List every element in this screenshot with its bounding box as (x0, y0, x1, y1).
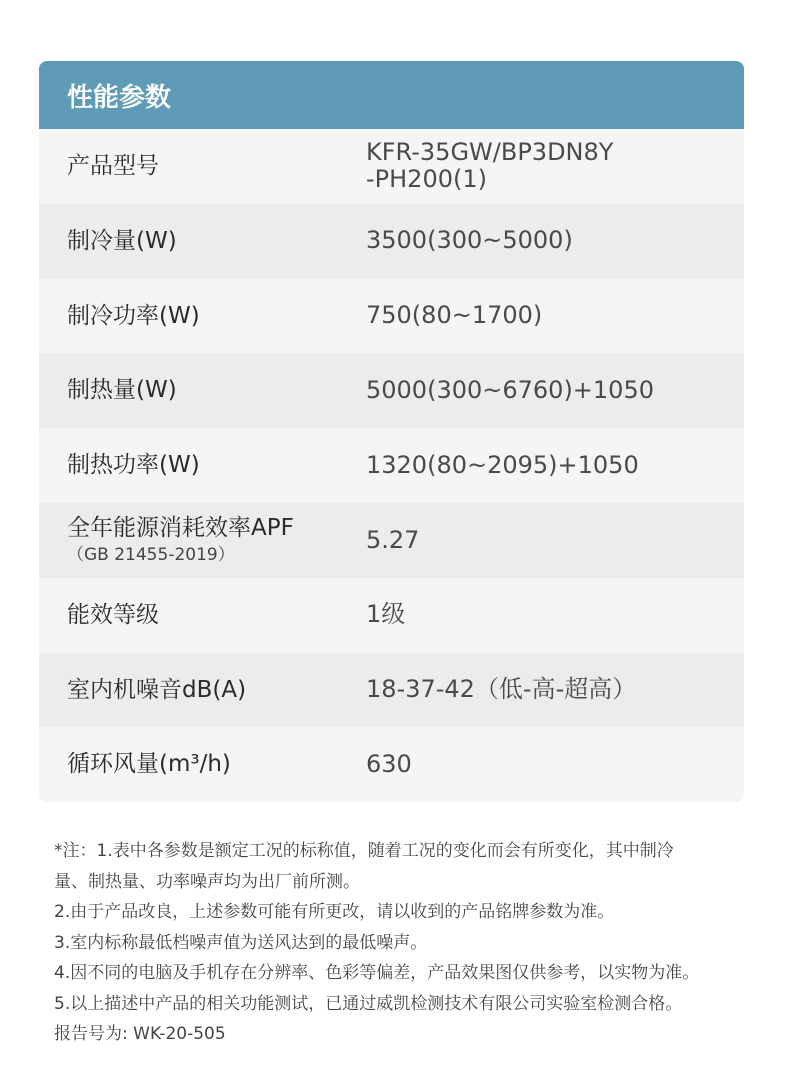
footnote-line: *注：1.表中各参数是额定工况的标称值，随着工况的变化而会有所变化，其中制冷 (54, 841, 674, 861)
table-row (39, 578, 744, 653)
row-value: 5.27 (366, 525, 420, 554)
row-label-sub: （GB 21455-2019） (67, 545, 235, 566)
table-row (39, 503, 744, 578)
table-row (39, 129, 744, 204)
row-value-line: -PH200(1) (366, 165, 487, 194)
row-label: 制热功率(W) (67, 452, 200, 479)
row-value: 3500(300~5000) (366, 226, 573, 255)
row-value: 750(80~1700) (366, 301, 543, 330)
row-label: 循环风量(m³/h) (67, 751, 231, 778)
row-label: 制冷量(W) (67, 227, 177, 254)
row-label: 产品型号 (67, 153, 159, 180)
spec-table (39, 61, 744, 802)
table-row (39, 727, 744, 802)
row-value: 1320(80~2095)+1050 (366, 450, 639, 479)
row-label-main: 全年能源消耗效率APF (67, 515, 294, 542)
table-row (39, 204, 744, 279)
footnote-line: 3.室内标称最低档噪声值为送风达到的最低噪声。 (54, 932, 428, 953)
footnote-line: 4.因不同的电脑及手机存在分辨率、色彩等偏差，产品效果图仅供参考，以实物为准。 (54, 963, 700, 983)
row-value: 630 (366, 749, 412, 778)
table-row (39, 353, 744, 428)
row-value: 18-37-42（低-高-超高） (366, 675, 637, 704)
row-value (366, 139, 744, 194)
row-label: 能效等级 (67, 601, 159, 628)
table-row (39, 653, 744, 728)
row-label: 制冷功率(W) (67, 302, 200, 329)
footnote-line: 2.由于产品改良，上述参数可能有所更改，请以收到的产品铭牌参数为准。 (54, 902, 615, 922)
table-row (39, 279, 744, 354)
footnotes (54, 836, 754, 1050)
row-value-line: KFR-35GW/BP3DN8Y (366, 137, 614, 166)
row-label: 室内机噪音dB(A) (67, 676, 247, 703)
table-row (39, 428, 744, 503)
table-title: 性能参数 (39, 61, 744, 129)
row-value: 1级 (366, 600, 406, 629)
footnote-line: 5.以上描述中产品的相关功能测试，已通过威凯检测技术有限公司实验室检测合格。 (54, 993, 683, 1014)
footnote-line: 量、制热量、功率噪声均为出厂前所测。 (54, 871, 360, 892)
row-value: 5000(300~6760)+1050 (366, 375, 654, 404)
footnote-line: 报告号为: WK-20-505 (54, 1024, 226, 1044)
row-label (39, 514, 366, 566)
row-label: 制热量(W) (67, 377, 177, 404)
